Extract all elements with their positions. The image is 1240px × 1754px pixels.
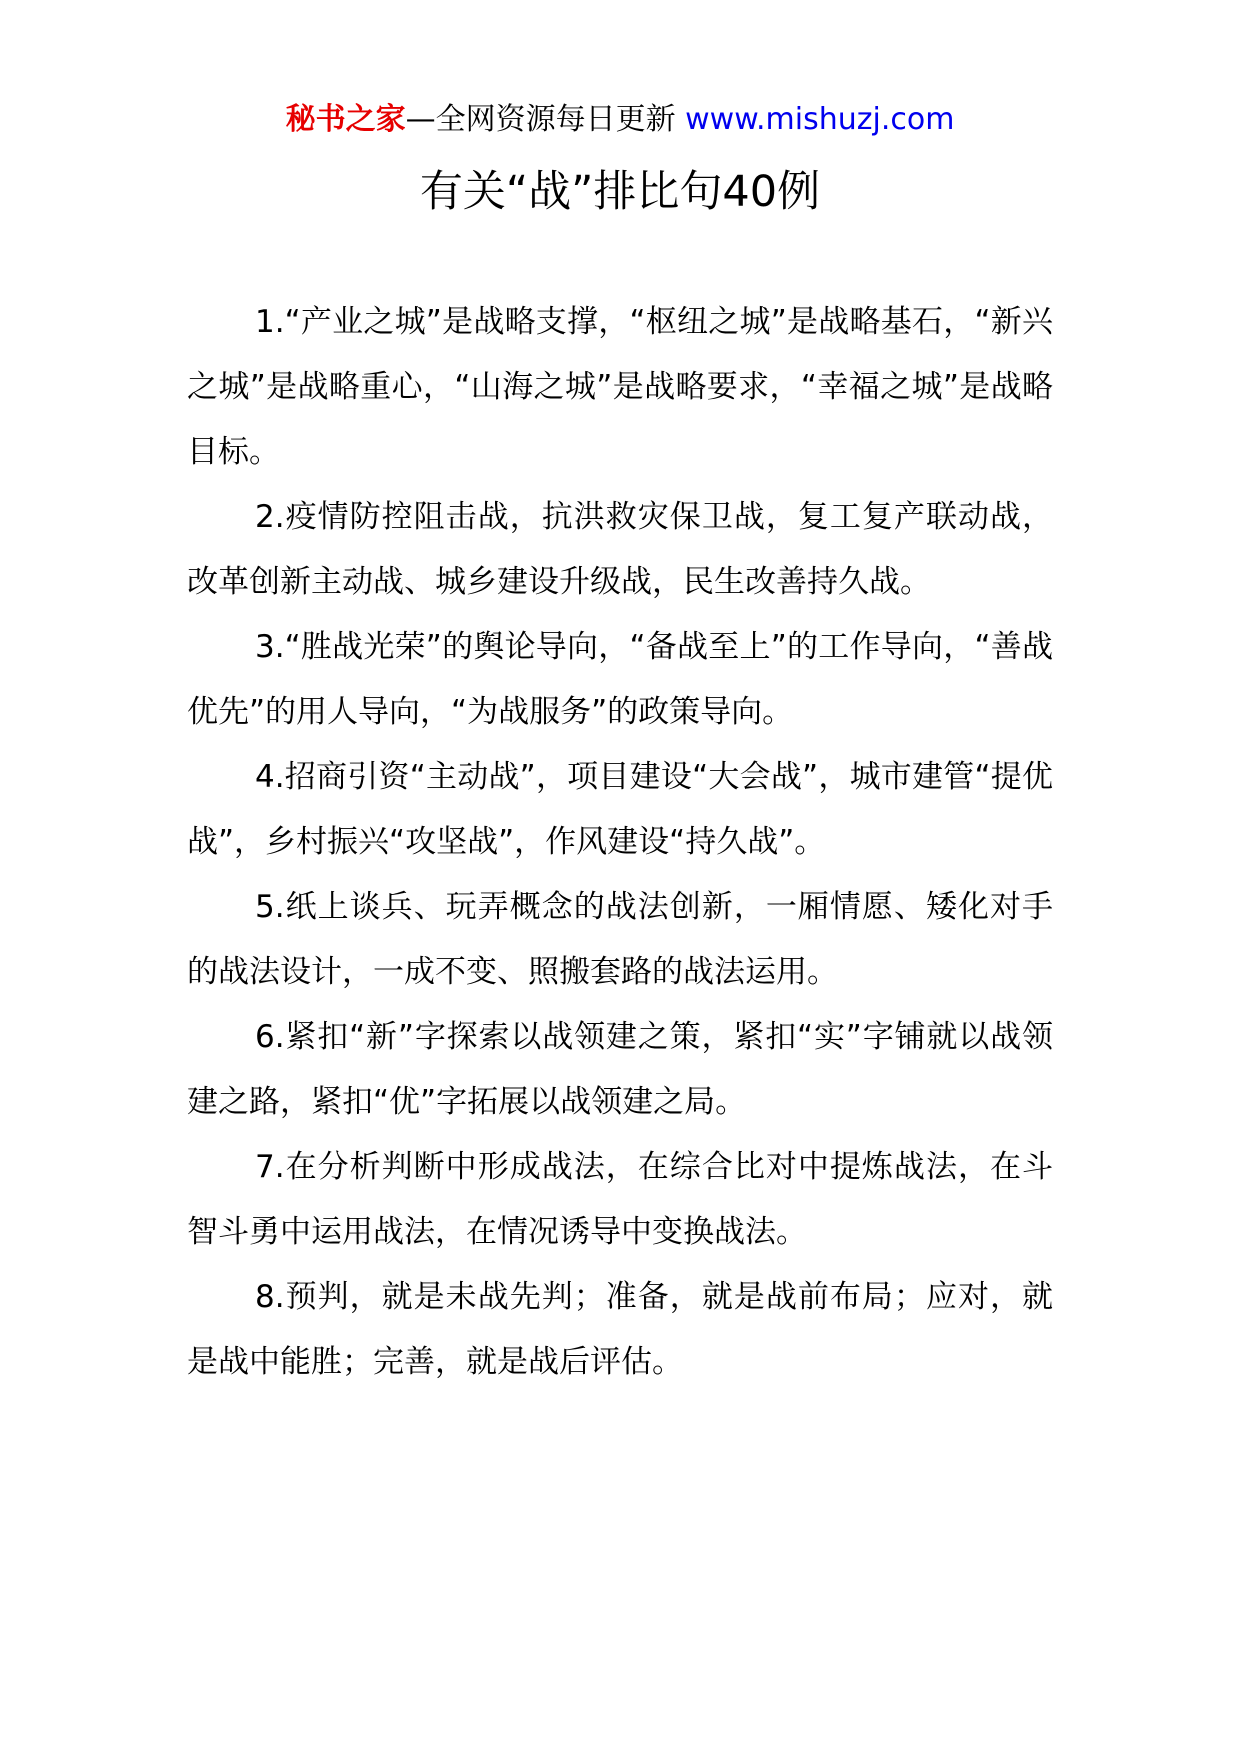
paragraph-1: 1.“产业之城”是战略支撑，“枢纽之城”是战略基石，“新兴之城”是战略重心，“山海之城”是战略要求，“幸福之城”是战略目标。 (187, 304, 1053, 470)
paragraph-8: 8.预判，就是未战先判；准备，就是战前布局；应对，就是战中能胜；完善，就是战后评估。 (187, 1279, 1053, 1380)
site-header (0, 98, 1240, 142)
paragraph-4: 4.招商引资“主动战”，项目建设“大会战”，城市建管“提优战”，乡村振兴“攻坚战”，作风建设“持久战”。 (187, 759, 1053, 860)
document-title: 有关“战”排比句40例 (419, 167, 821, 217)
brand-name: 秘书之家 (285, 102, 406, 137)
paragraph-5: 5.纸上谈兵、玩弄概念的战法创新，一厢情愿、矮化对手的战法设计，一成不变、照搬套路的战法运用。 (187, 889, 1053, 990)
paragraph-6: 6.紧扣“新”字探索以战领建之策，紧扣“实”字铺就以战领建之路，紧扣“优”字拓展以战领建之局。 (187, 1019, 1053, 1120)
paragraph-7: 7.在分析判断中形成战法，在综合比对中提炼战法，在斗智斗勇中运用战法，在情况诱导中变换战法。 (187, 1149, 1053, 1250)
site-url-link[interactable]: www.mishuzj.com (685, 102, 955, 137)
document-body (187, 290, 1053, 1395)
paragraph-2: 2.疫情防控阻击战，抗洪救灾保卫战，复工复产联动战，改革创新主动战、城乡建设升级战，民生改善持久战。 (187, 499, 1053, 600)
site-tagline: —全网资源每日更新 (405, 102, 686, 137)
paragraph-3: 3.“胜战光荣”的舆论导向，“备战至上”的工作导向，“善战优先”的用人导向，“为战服务”的政策导向。 (187, 629, 1053, 730)
